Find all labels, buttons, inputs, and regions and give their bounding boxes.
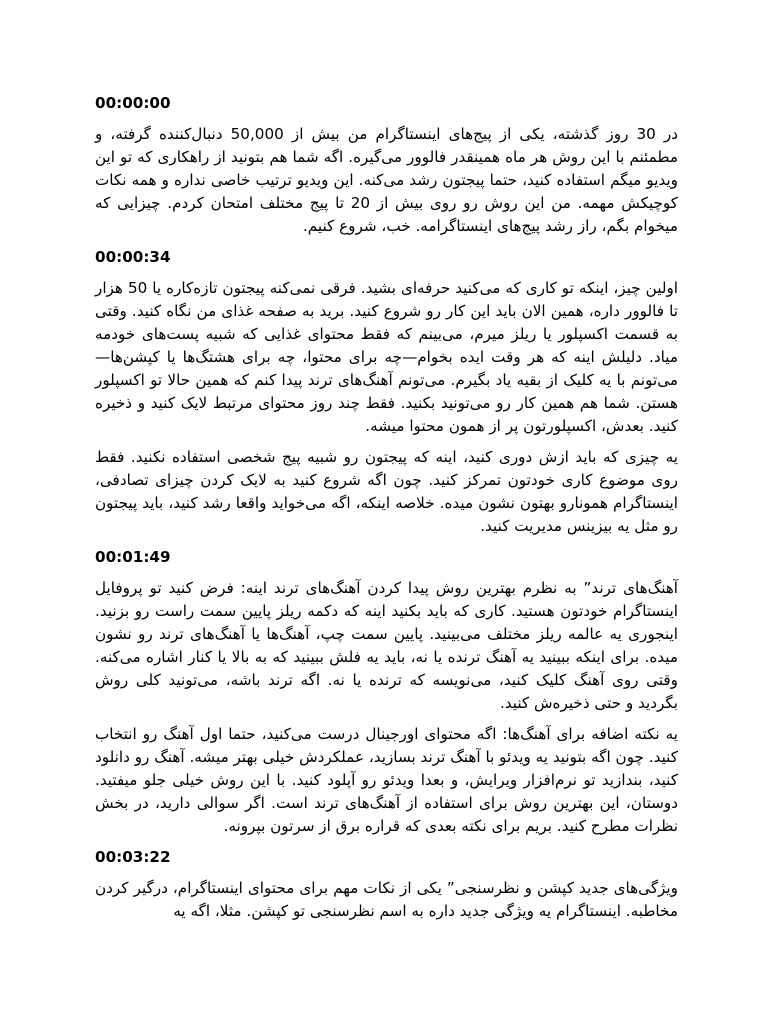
transcript-section: [95, 546, 678, 838]
section-timestamp: 00:01:49: [95, 548, 171, 566]
transcript-section: [95, 246, 678, 538]
transcript-paragraph: یه نکته اضافه برای آهنگ‌ها: اگه محتوای اورجینال درست می‌کنید، حتما اول آهنگ رو انتخاب کنید. چون اگه بتونید یه ویدئو با آهنگ ترند بسازید، عملکردش خیلی بهتر میشه. آهنگ رو دانلود کنید، بندازید تو نرم‌افزار ویرایش، و بعدا ویدئو رو آپلود کنید. با این روش خیلی جلو میفتید. دوستان، این بهترین روش برای استفاده از آهنگ‌های ترند است. اگر سوالی دارید، در بخش نظرات مطرح کنید. بریم برای نکته بعدی که قراره برق از سرتون بپرونه.: [95, 725, 678, 835]
transcript-section: [95, 846, 678, 923]
transcript-paragraph: یه چیزی که باید ازش دوری کنید، اینه که پیجتون رو شبیه پیج شخصی استفاده نکنید. فقط روی موضوع کاری خودتون تمرکز کنید. چون اگه شروع کنید به لایک کردن چیزای تصادفی، اینستاگرام همونارو بهتون نشون میده. خلاصه اینکه، اگه می‌خواید واقعا رشد کنید، باید پیجتون رو مثل یه بیزینس مدیریت کنید.: [95, 448, 678, 535]
transcript-section: [95, 92, 678, 238]
section-timestamp: 00:03:22: [95, 848, 171, 866]
transcript-paragraph: آهنگ‌های ترند” به نظرم بهترین روش پیدا کردن آهنگ‌های ترند اینه: فرض کنید تو پروفایل اینستاگرام خودتون هستید. کاری که باید بکنید اینه که دکمه ریلز پایین سمت راست رو بزنید. اینجوری یه عالمه ریلز مختلف می‌بینید. پایین سمت چپ، آهنگ‌ها یا آهنگ‌های ترند رو نشون میده. برای اینکه ببینید یه آهنگ ترنده یا نه، باید یه فلش ببینید که به بالا یا کنار اشاره می‌کنه. وقتی روی آهنگ کلیک کنید، می‌نویسه که ترنده یا نه. اگه ترند باشه، می‌تونید کلی روش بگردید و حتی ذخیره‌ش کنید.: [95, 579, 678, 712]
transcript-paragraph: ویژگی‌های جدید کپشن و نظرسنجی” یکی از نکات مهم برای محتوای اینستاگرام، درگیر کردن مخاطبه. اینستاگرام یه ویژگی جدید داره به اسم نظرسنجی تو کپشن. مثلا، اگه یه: [95, 879, 678, 920]
transcript-document: [95, 92, 678, 931]
section-timestamp: 00:00:00: [95, 94, 171, 112]
section-timestamp: 00:00:34: [95, 248, 171, 266]
transcript-paragraph: اولین چیز، اینکه تو کاری که می‌کنید حرفه‌ای بشید. فرقی نمی‌کنه پیجتون تازه‌کاره یا 50 هزار تا فالوور داره، همین الان باید این کار رو شروع کنید. برید به صفحه غذای من نگاه کنید. وقتی به قسمت اکسپلور یا ریلز میرم، می‌بینم که فقط محتوای غذایی که شبیه پست‌های خودمه میاد. دلیلش اینه که هر وقت ایده بخوام—چه برای محتوا، چه برای هشتگ‌ها یا کپشن‌ها—می‌تونم با یه کلیک از بقیه یاد بگیرم. می‌تونم آهنگ‌های ترند پیدا کنم که همین حالا تو اکسپلور هستن. شما هم همین کار رو می‌تونید بکنید. فقط چند روز محتوای مرتبط لایک کنید و ذخیره کنید. بعدش، اکسپلورتون پر از همون محتوا میشه.: [95, 279, 679, 435]
transcript-paragraph: در 30 روز گذشته، یکی از پیج‌های اینستاگرام من بیش از 50,000 دنبال‌کننده گرفته، و مطمئنم با این روش هر ماه همینقدر فالوور می‌گیره. اگه شما هم بتونید از راهکاری که تو این ویدیو میگم استفاده کنید، حتما پیجتون رشد می‌کنه. این ویدیو ترتیب خاصی نداره و همه نکات کوچیکش مهمه. من این روش رو روی بیش از 20 تا پیج مختلف امتحان کردم. چیزایی که میخوام بگم، راز رشد پیج‌های اینستاگرامه. خب، شروع کنیم.: [95, 125, 678, 235]
